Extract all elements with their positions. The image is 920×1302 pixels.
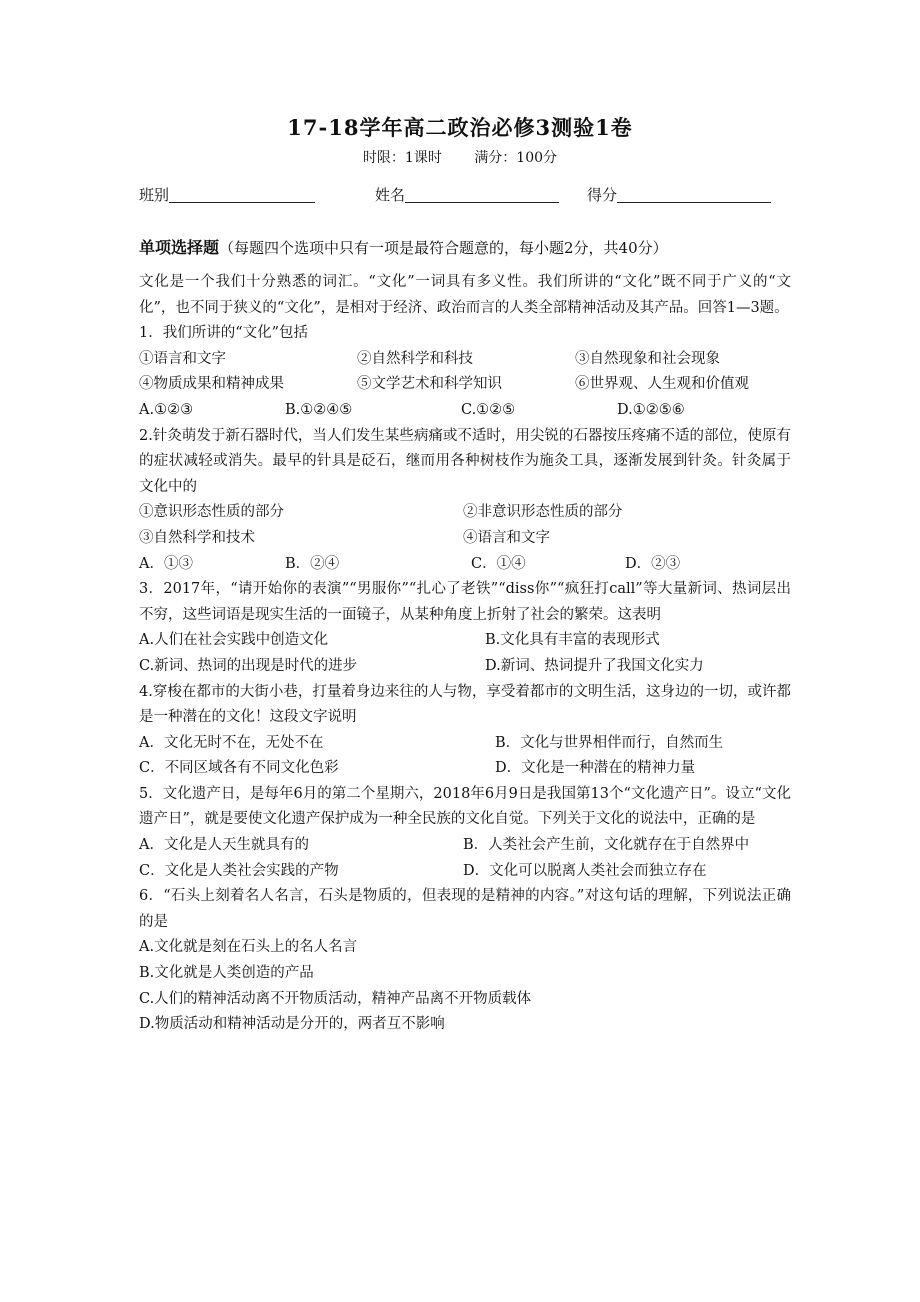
q2-option-c[interactable]: C．①④ — [471, 555, 526, 572]
q3-stem: 3．2017年，“请开始你的表演”“男服你”“扎心了老铁”“diss你”“疯狂打call”等大量新词、热词层出不穷，这些词语是现实生活的一面镜子，从某种角度上折射了社会的繁荣。这表明 — [139, 581, 791, 623]
q1-option-a[interactable]: A.①②③ — [139, 401, 194, 418]
exam-title: 17-18学年高二政治必修3测验1卷 — [287, 115, 633, 140]
q1-item: ③自然现象和社会现象 — [575, 350, 720, 367]
section-heading — [139, 235, 668, 258]
q2-option-d[interactable]: D．②③ — [625, 555, 681, 572]
q5-option-c[interactable]: C．文化是人类社会实践的产物 — [139, 862, 339, 879]
q4-option-a[interactable]: A．文化无时不在，无处不在 — [139, 734, 324, 751]
q4-option-b[interactable]: B．文化与世界相伴而行，自然而生 — [495, 734, 724, 751]
q1-item: ②自然科学和科技 — [357, 350, 473, 367]
q1-option-c[interactable]: C.①②⑤ — [461, 401, 516, 418]
q1-options-row — [139, 398, 791, 424]
q5-option-a[interactable]: A．文化是人天生就具有的 — [139, 837, 309, 854]
q3-options-row-2 — [139, 654, 791, 680]
q4-stem: 4.穿梭在都市的大街小巷，打量着身边来往的人与物，享受着都市的文明生活，这身边的一切，或许都是一种潜在的文化！这段文字说明 — [139, 683, 791, 726]
q5-option-d[interactable]: D．文化可以脱离人类社会而独立存在 — [463, 862, 707, 879]
q6-option-row-d — [139, 1012, 791, 1038]
name-blank[interactable] — [405, 186, 559, 203]
q1-stem: 1．我们所讲的“文化”包括 — [139, 325, 309, 342]
section-title: 单项选择题 — [139, 238, 220, 257]
q2-options-row — [139, 552, 791, 578]
q6-option-d[interactable]: D.物质活动和精神活动是分开的，两者互不影响 — [139, 1016, 445, 1033]
q5-options-row-2 — [139, 859, 791, 885]
q1-item: ⑥世界观、人生观和价值观 — [575, 376, 749, 393]
class-field[interactable] — [139, 184, 315, 205]
q1-items-row-1 — [139, 347, 791, 373]
q4-option-c[interactable]: C．不同区域各有不同文化色彩 — [139, 760, 339, 777]
q2-items-row-2 — [139, 526, 791, 552]
score-label: 得分 — [587, 186, 618, 204]
q6-option-row-c — [139, 987, 791, 1013]
q5-options-row-1 — [139, 833, 791, 859]
q1-items-row-2 — [139, 372, 791, 398]
q2-item: ③自然科学和技术 — [139, 529, 255, 546]
q1-item: ①语言和文字 — [139, 350, 226, 367]
score-field[interactable] — [587, 184, 771, 205]
passage-1-3: 文化是一个我们十分熟悉的词汇。“文化”一词具有多义性。我们所讲的“文化”既不同于广义的“文化”，也不同于狭义的“文化”，是相对于经济、政治而言的人类全部精神活动及其产品。回答1—3题。 — [139, 274, 791, 316]
q2-option-b[interactable]: B．②④ — [285, 555, 340, 572]
exam-subtitle — [0, 147, 920, 167]
q1-option-b[interactable]: B.①②④⑤ — [285, 401, 353, 418]
q1-item: ④物质成果和精神成果 — [139, 376, 284, 393]
name-label: 姓名 — [375, 186, 406, 204]
q3-option-b[interactable]: B.文化具有丰富的表现形式 — [485, 632, 660, 649]
section-instructions: （每题四个选项中只有一项是最符合题意的，每小题2分，共40分） — [219, 239, 668, 257]
q1-item: ⑤文学艺术和科学知识 — [357, 376, 502, 393]
q6-option-b[interactable]: B.文化就是人类创造的产品 — [139, 965, 314, 982]
q2-item: ④语言和文字 — [463, 529, 550, 546]
q3-options-row-1 — [139, 628, 791, 654]
q4-options-row-2 — [139, 756, 791, 782]
q2-item: ②非意识形态性质的部分 — [463, 504, 623, 521]
questions-body — [139, 270, 791, 1038]
q5-option-b[interactable]: B．人类社会产生前，文化就存在于自然界中 — [463, 837, 750, 854]
q6-option-c[interactable]: C.人们的精神活动离不开物质活动，精神产品离不开物质载体 — [139, 990, 532, 1007]
class-blank[interactable] — [169, 186, 315, 203]
q6-option-row-b — [139, 961, 791, 987]
score-blank[interactable] — [617, 186, 771, 203]
q6-stem: 6．“石头上刻着名人名言，石头是物质的，但表现的是精神的内容。”对这句话的理解，下列说法正确的是 — [139, 888, 791, 930]
q2-item: ①意识形态性质的部分 — [139, 504, 284, 521]
name-field[interactable] — [375, 184, 559, 205]
q3-option-c[interactable]: C.新词、热词的出现是时代的进步 — [139, 657, 358, 674]
q3-option-a[interactable]: A.人们在社会实践中创造文化 — [139, 632, 329, 649]
q3-option-d[interactable]: D.新词、热词提升了我国文化实力 — [485, 657, 704, 674]
time-limit: 时限：1课时 — [362, 150, 442, 166]
q5-stem: 5．文化遗产日，是每年6月的第二个星期六，2018年6月9日是我国第13个“文化遗产日”。设立“文化遗产日”，就是要使文化遗产保护成为一种全民族的文化自觉。下列关于文化的说法中，正确的是 — [139, 785, 791, 828]
q2-stem: 2.针灸萌发于新石器时代，当人们发生某些病痛或不适时，用尖锐的石器按压疼痛不适的部位，使原有的症状减轻或消失。最早的针具是砭石，继而用各种树枝作为施灸工具，逐渐发展到针灸。针灸属于文化中的 — [139, 427, 791, 495]
q4-option-d[interactable]: D．文化是一种潜在的精神力量 — [495, 760, 696, 777]
q6-option-row-a — [139, 935, 791, 961]
q6-option-a[interactable]: A.文化就是刻在石头上的名人名言 — [139, 939, 358, 956]
class-label: 班别 — [139, 186, 170, 204]
q1-option-d[interactable]: D.①②⑤⑥ — [617, 401, 685, 418]
q2-option-a[interactable]: A．①③ — [139, 555, 193, 572]
full-score: 满分：100分 — [474, 150, 558, 166]
q1-stem-row — [139, 321, 791, 347]
q2-items-row-1 — [139, 500, 791, 526]
q4-options-row-1 — [139, 731, 791, 757]
